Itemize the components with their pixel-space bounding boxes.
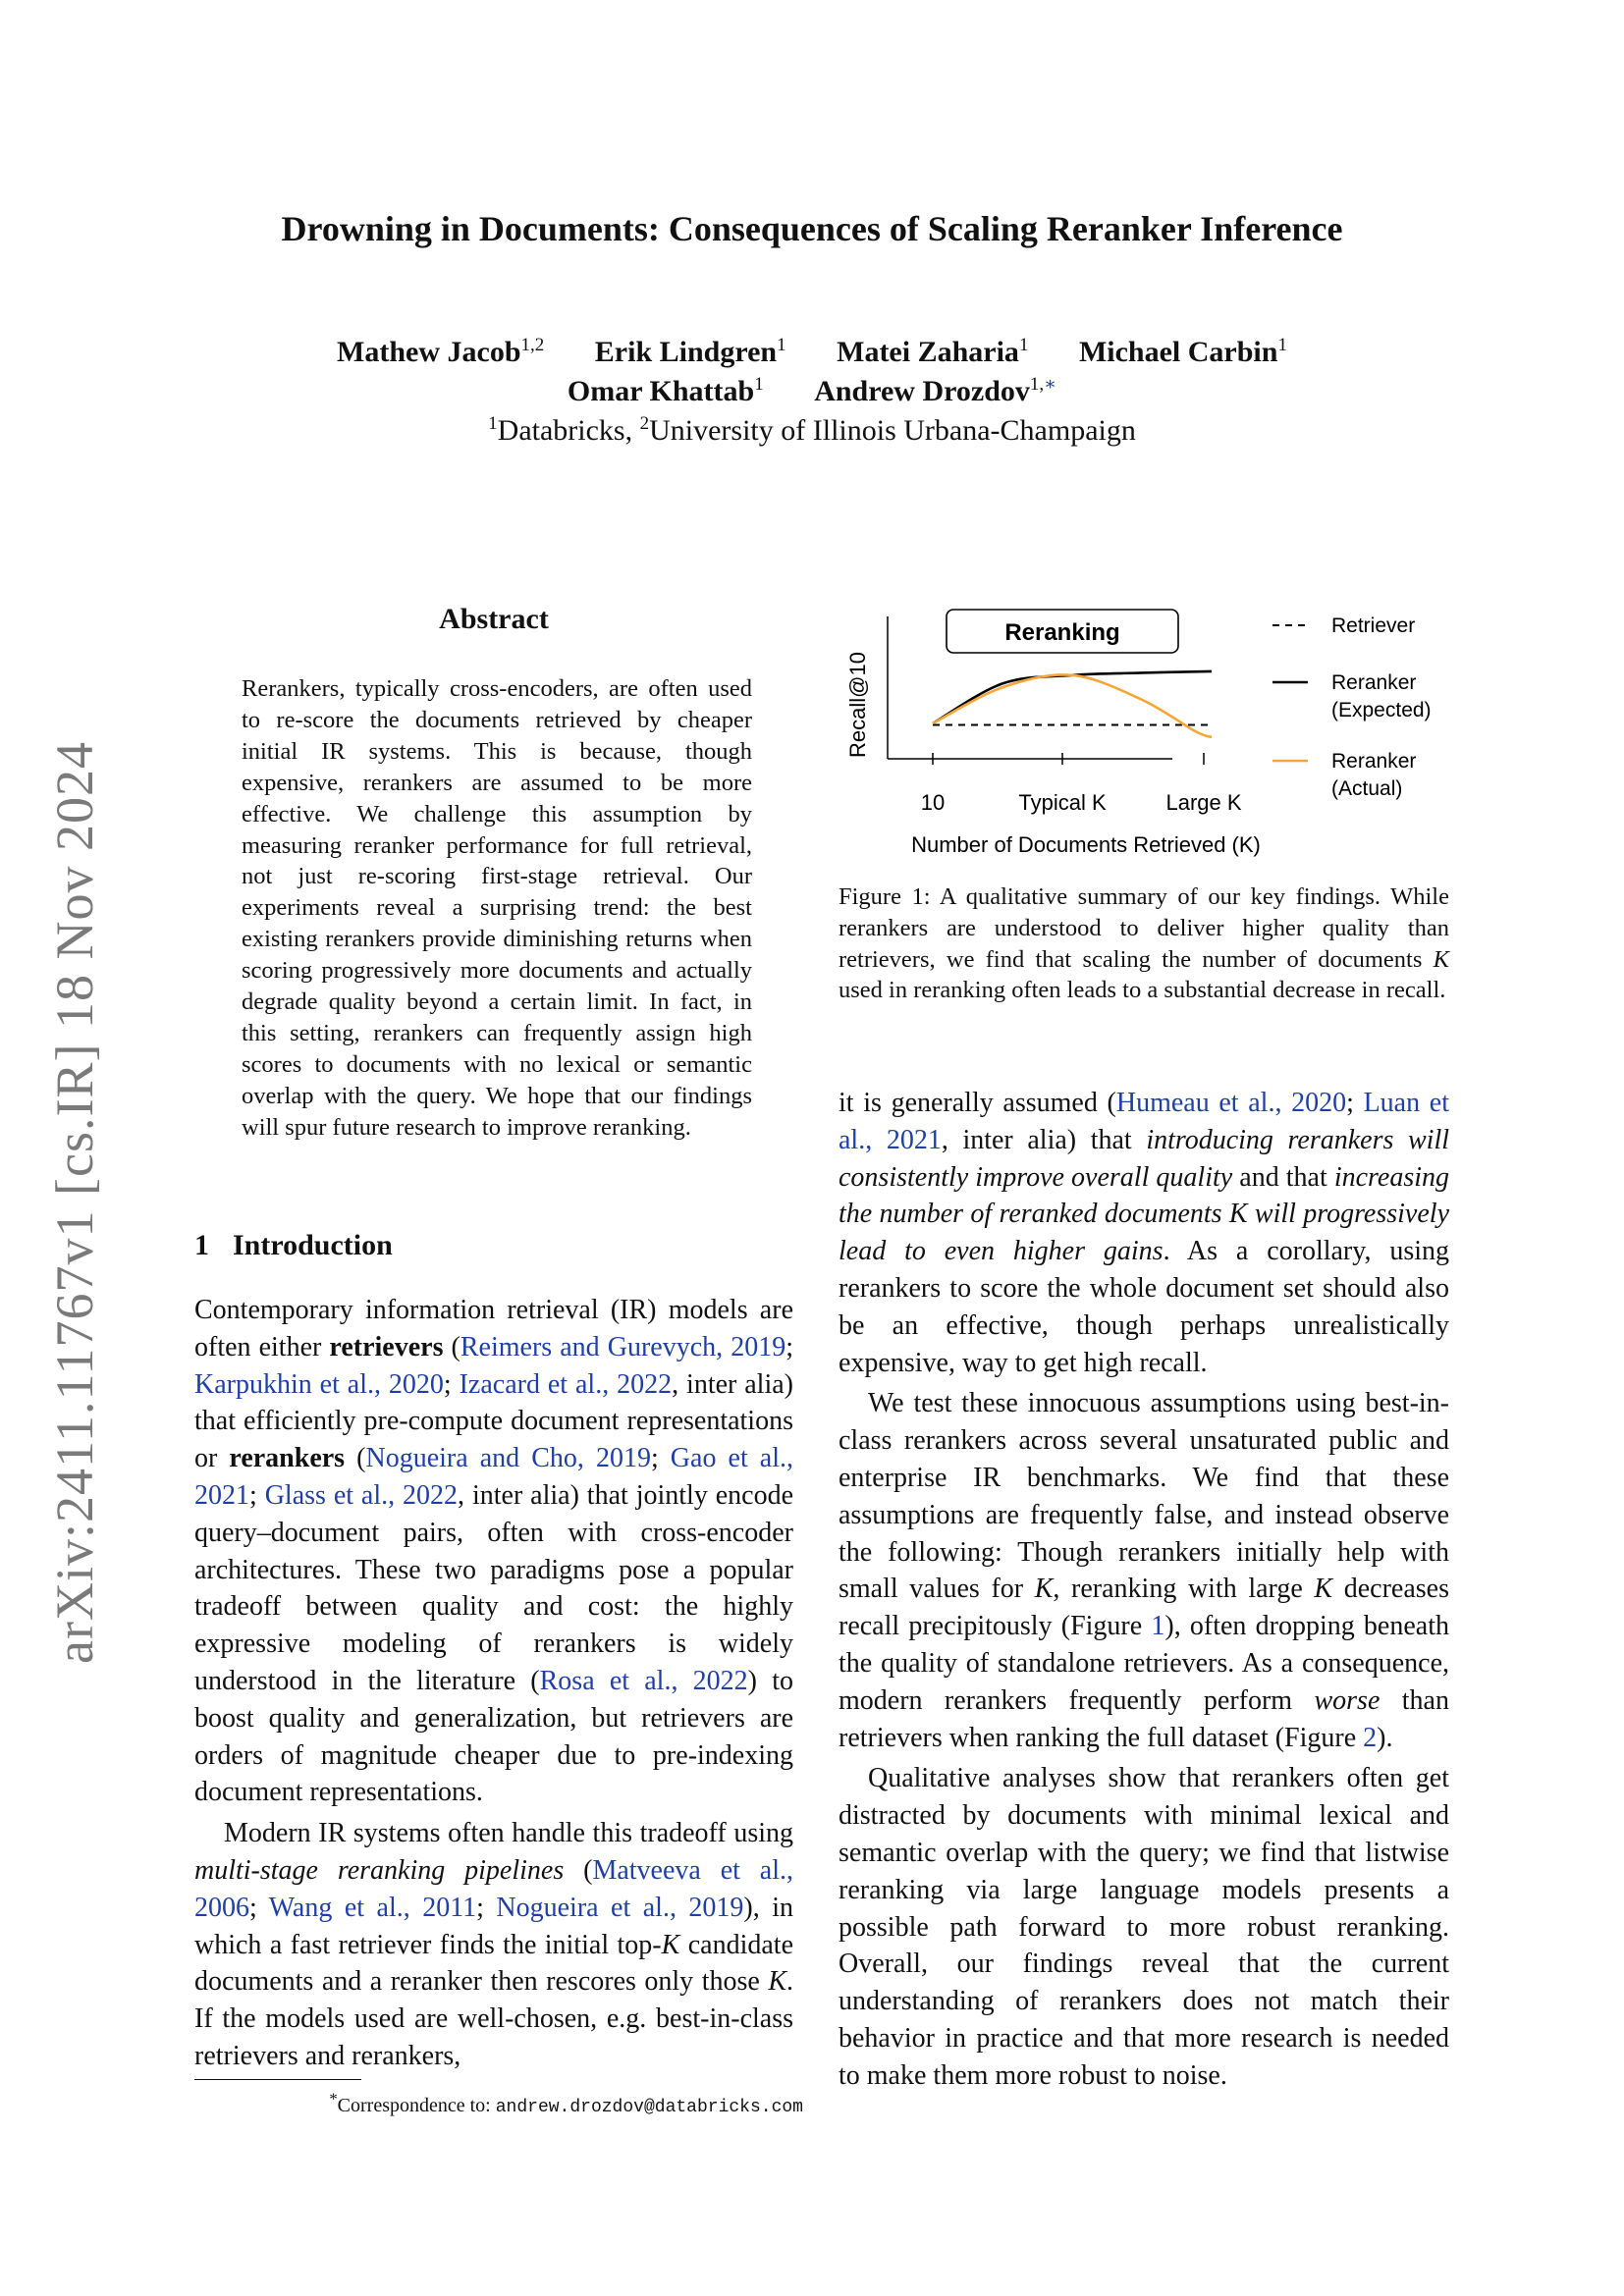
citation-link[interactable]: Reimers and Gurevych, 2019 <box>460 1331 786 1362</box>
section-heading: 1 Introduction <box>194 1229 393 1261</box>
citation-link[interactable]: Wang et al., 2011 <box>268 1892 477 1923</box>
figure-1-chart <box>839 599 1451 870</box>
legend-label: Retriever <box>1331 614 1416 637</box>
citation-link[interactable]: Glass et al., 2022 <box>264 1479 459 1511</box>
right-column <box>839 1085 1449 2095</box>
x-tick-label: 10 <box>920 790 946 815</box>
chart-title: Reranking <box>1004 619 1120 646</box>
abstract-heading: Abstract <box>439 603 549 635</box>
author: Mathew Jacob$^{1,2}$ <box>337 335 545 368</box>
citation-link[interactable]: Karpukhin et al., 2020 <box>194 1368 444 1400</box>
paragraph: Modern IR systems often handle this tradeoff using multi-stage reranking pipelines (Matveeva et al., 2006; Wang et al., 2011; Nogueira et al., 2019), in which a fast retriever finds the initial top-K candidate documents and a reranker then rescores only those K. If the models used are well-chosen, e.g. best-in-class retrievers and rerankers, <box>194 1818 793 2071</box>
x-tick-label: Large K <box>1165 790 1242 815</box>
affiliations: $^1$Databricks, $^2$University of Illinois Urbana-Champaign <box>488 413 1136 447</box>
citation-link[interactable]: Izacard et al., 2022 <box>459 1368 673 1400</box>
footnote: *Correspondence to: andrew.drozdov@databricks.com <box>329 2089 803 2117</box>
author: Matei Zaharia$^1$ <box>837 335 1029 368</box>
left-column <box>194 1292 793 2075</box>
citation-link[interactable]: Humeau et al., 2020 <box>1115 1088 1347 1118</box>
x-axis-label: Number of Documents Retrieved (K) <box>911 832 1261 857</box>
arxiv-sidebar <box>45 717 104 1688</box>
figure-1-caption: Figure 1: A qualitative summary of our key findings. While rerankers are understood to deliver higher quality than retrievers, we find that scaling the number of documents K used in reranking often leads to a substantial decrease in recall. <box>839 883 1449 1004</box>
author: Erik Lindgren$^1$ <box>594 335 786 368</box>
citation-link[interactable]: Nogueira and Cho, 2019 <box>365 1443 651 1474</box>
author: Michael Carbin$^1$ <box>1078 335 1287 368</box>
authors-line-2 <box>0 375 1624 408</box>
legend-label: Reranker (Actual) <box>1331 750 1417 800</box>
author: Andrew Drozdov$^{1,∗}$ <box>814 374 1057 407</box>
citation-link[interactable]: Gao et al., 2021 <box>194 1443 793 1511</box>
authors-line-1 <box>0 336 1624 369</box>
y-axis-label: Recall@10 <box>845 652 870 758</box>
chart-legend <box>1272 614 1432 800</box>
arxiv-identifier: arXiv:2411.11767v1 [cs.IR] 18 Nov 2024 <box>45 741 105 1664</box>
footnote-mark-link[interactable]: ∗ <box>1044 374 1057 395</box>
abstract-text: Rerankers, typically cross-encoders, are often used to re-score the documents retrieved by cheaper initial IR systems. This is because, though expensive, rerankers are assumed to be more effective. We challenge this assumption by measuring reranker performance for full retrieval, not just re-scoring first-stage retrieval. Our experiments reveal a surprising trend: the best existing rerankers provide diminishing returns when scoring progressively more documents and actually degrade quality beyond a certain limit. In fact, in this setting, rerankers can frequently assign high scores to documents with no lexical or semantic overlap with the query. We hope that our findings will spur future research to improve reranking. <box>242 675 752 1141</box>
chart-title-box <box>947 610 1178 653</box>
author: Omar Khattab$^1$ <box>567 374 764 407</box>
x-tick-label: Typical K <box>1018 790 1107 815</box>
citation-link[interactable]: Luan et al., 2021 <box>839 1088 1449 1155</box>
reranker-actual-line <box>933 674 1212 737</box>
paragraph: it is generally assumed (Humeau et al., 2020; Luan et al., 2021, inter alia) that introducing rerankers will consistently improve overall quality and that increasing the number of reranked documents K will progressively lead to even higher gains. As a corollary, using rerankers to score the whole document set should also be an effective, though perhaps unrealistically expensive, way to get high recall. <box>839 1088 1449 1378</box>
figure-ref-link[interactable]: 2 <box>1363 1722 1378 1753</box>
citation-link[interactable]: Rosa et al., 2022 <box>539 1665 748 1696</box>
figure-ref-link[interactable]: 1 <box>1151 1611 1165 1642</box>
citation-link[interactable]: Matveeva et al., 2006 <box>194 1854 793 1923</box>
legend-label: Reranker (Expected) <box>1331 671 1432 721</box>
citation-link[interactable]: Nogueira et al., 2019 <box>496 1892 744 1923</box>
footnote-rule <box>194 2079 361 2080</box>
paragraph: We test these innocuous assumptions using best-in-class rerankers across several unsaturated public and enterprise IR benchmarks. We find that these assumptions are frequently false, and instead observe the following: Though rerankers initially help with small values for K, reranking with large K decreases recall precipitously (Figure 1), often dropping beneath the quality of standalone retrievers. As a consequence, modern rerankers frequently perform worse than retrievers when ranking the full dataset (Figure 2). <box>839 1388 1449 1753</box>
paragraph: Qualitative analyses show that rerankers often get distracted by documents with minimal lexical and semantic overlap with the query; we find that listwise reranking via large language models presents a possible path forward to more robust reranking. Overall, our findings reveal that the current understanding of rerankers does not match their behavior in practice and that more research is needed to make them more robust to noise. <box>839 1763 1449 2091</box>
paragraph: Contemporary information retrieval (IR) models are often either retrievers (Reimers and Gurevych, 2019; Karpukhin et al., 2020; Izacard et al., 2022, inter alia) that efficiently pre-compute document representations or rerankers (Nogueira and Cho, 2019; Gao et al., 2021; Glass et al., 2022, inter alia) that jointly encode query–document pairs, often with cross-encoder architectures. These two paradigms pose a popular tradeoff between quality and cost: the highly expressive modeling of rerankers is widely understood in the literature (Rosa et al., 2022) to boost quality and generalization, but retrievers are orders of magnitude cheaper due to pre-indexing document representations. <box>194 1295 794 1808</box>
paper-title: Drowning in Documents: Consequences of Scaling Reranker Inference <box>281 209 1343 248</box>
